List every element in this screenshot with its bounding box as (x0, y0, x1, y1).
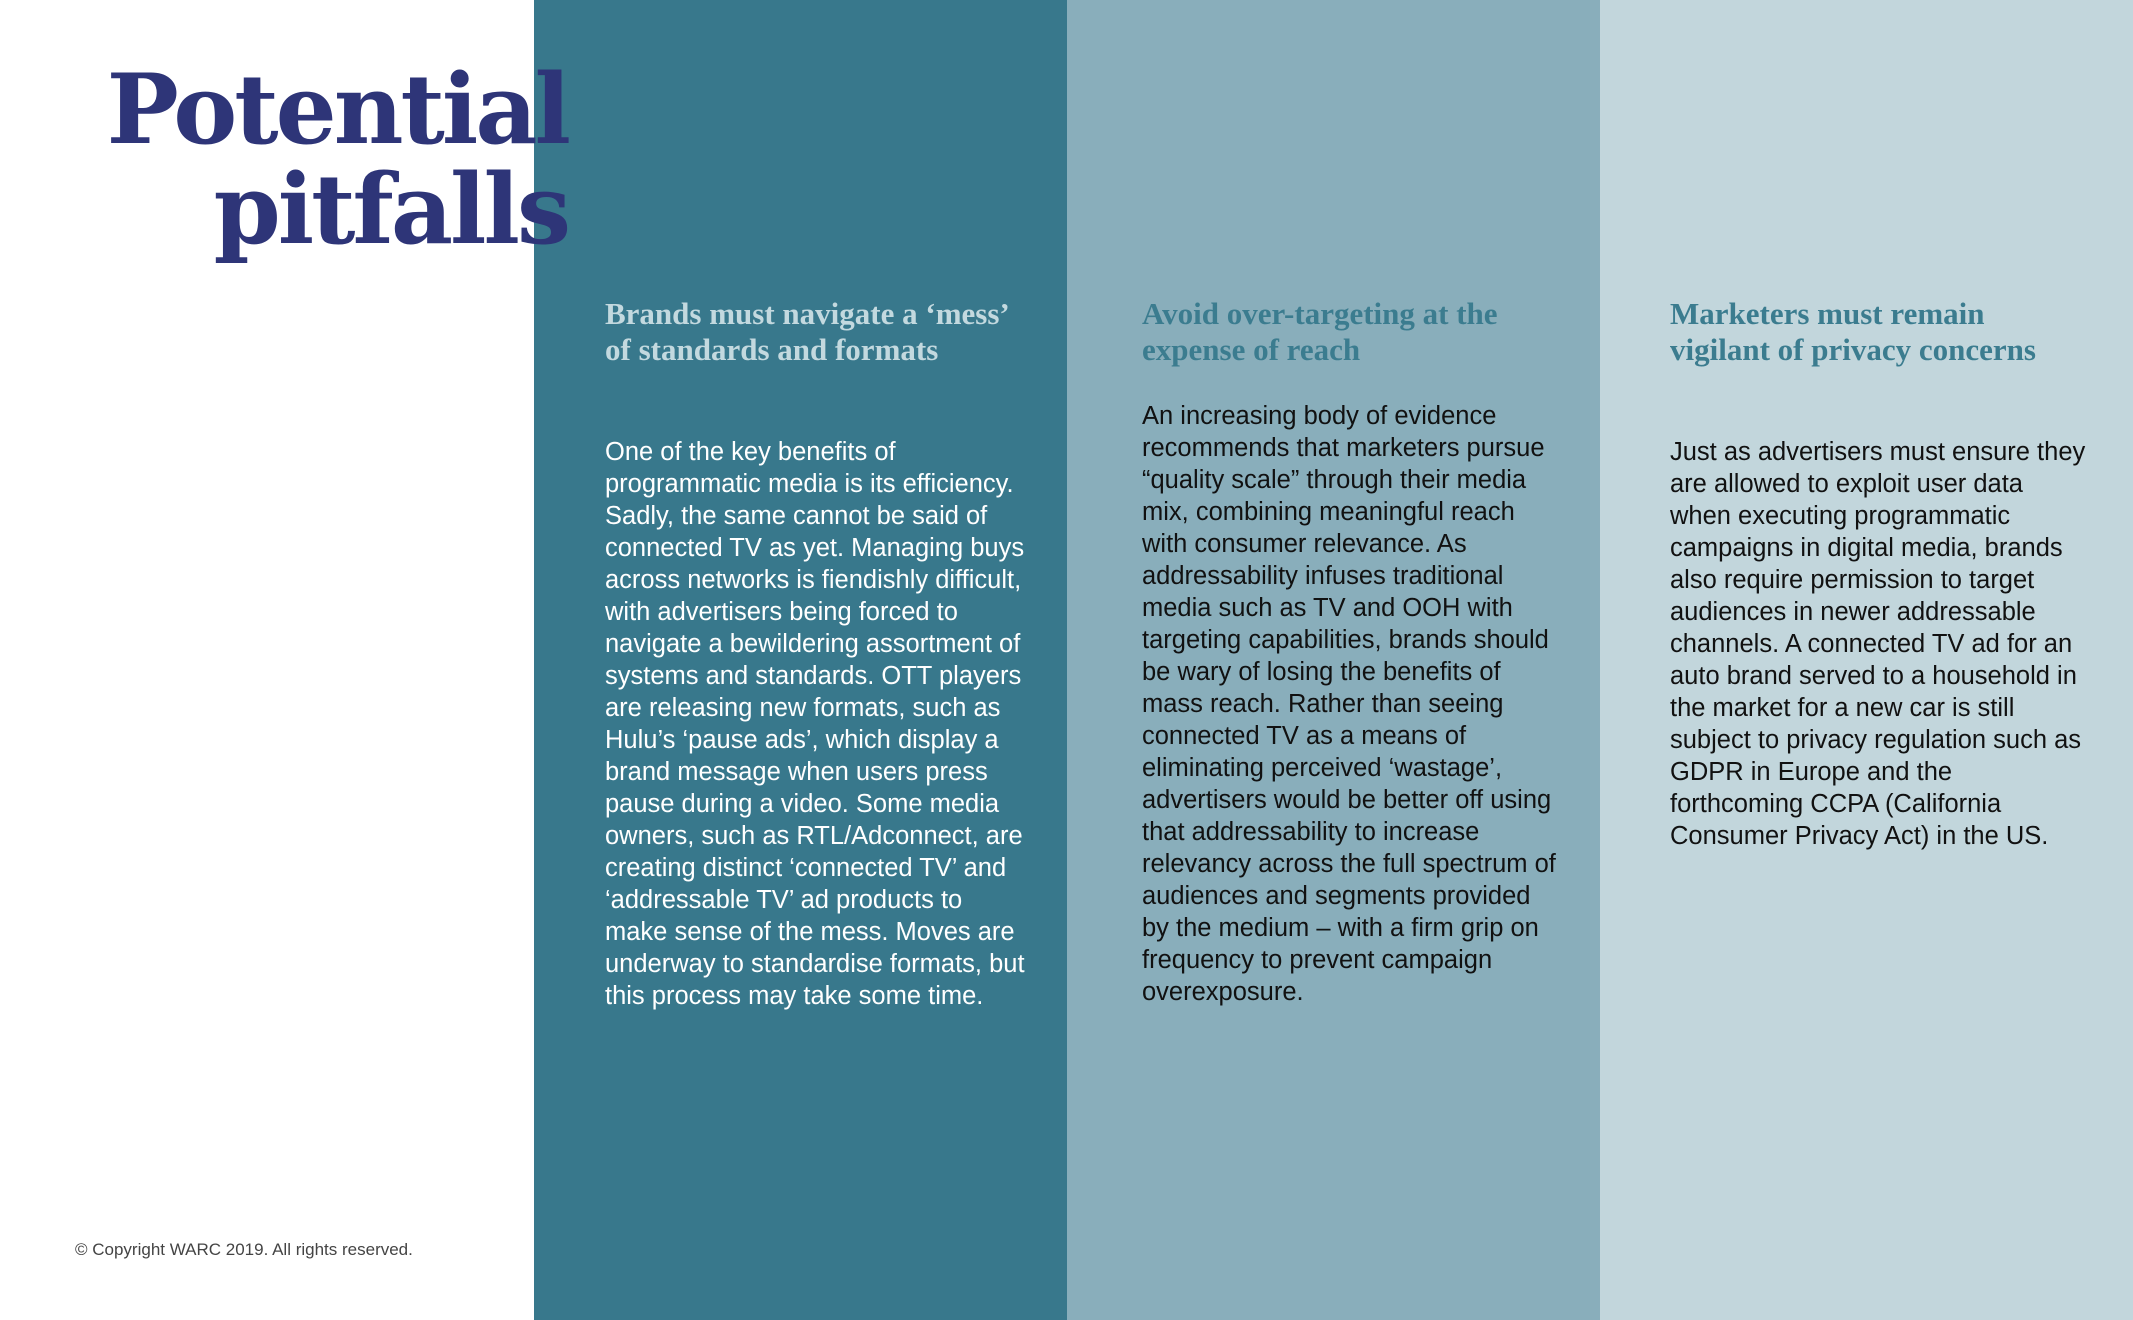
column-body-text: An increasing body of evidence recommends that marketers pursue “quality scale” through their media mix, combining meaningful reach with consumer relevance. As addressability infuses traditional media such as TV and OOH with targeting capabilities, brands should be wary of losing the benefits of mass reach. Rather than seeing connected TV as a means of eliminating perceived ‘wastage’, advertisers would be better off using that addressability to increase relevancy across the full spectrum of audiences and segments provided by the medium – with a firm grip on frequency to prevent campaign overexposure. (1142, 402, 1556, 1006)
page-title-line-1: Potential (106, 53, 568, 166)
column-body-text: One of the key benefits of programmatic media is its efficiency. Sadly, the same cannot be said of connected TV as yet. Managing buys across networks is fiendishly difficult, with advertisers being forced to navigate a bewildering assortment of systems and standards. OTT players are releasing new formats, such as Hulu’s ‘pause ads’, which display a brand message when users press pause during a video. Some media owners, such as RTL/Adconnect, are creating distinct ‘connected TV’ and ‘addressable TV’ ad products to make sense of the mess. Moves are underway to standardise formats, but this process may take some time. (605, 438, 1025, 1010)
page-title (106, 53, 568, 266)
column-body-text: Just as advertisers must ensure they are allowed to exploit user data when executing programmatic campaigns in digital media, brands also require permission to target audiences in newer addressable channels. A connected TV ad for an auto brand served to a household in the market for a new car is still subject to privacy regulation such as GDPR in Europe and the forthcoming CCPA (California Consumer Privacy Act) in the US. (1670, 438, 2086, 850)
column-heading: Avoid over-targeting at the expense of reach (1142, 296, 1498, 367)
column-reach (1067, 0, 1600, 1320)
column-heading: Brands must navigate a ‘mess’ of standards and formats (605, 296, 1008, 367)
column-heading: Marketers must remain vigilant of privacy concerns (1670, 296, 2036, 367)
copyright-notice: © Copyright WARC 2019. All rights reserved. (75, 1240, 413, 1259)
column-privacy (1600, 0, 2133, 1320)
column-standards (534, 0, 1067, 1320)
page-title-line-2: pitfalls (213, 153, 568, 266)
